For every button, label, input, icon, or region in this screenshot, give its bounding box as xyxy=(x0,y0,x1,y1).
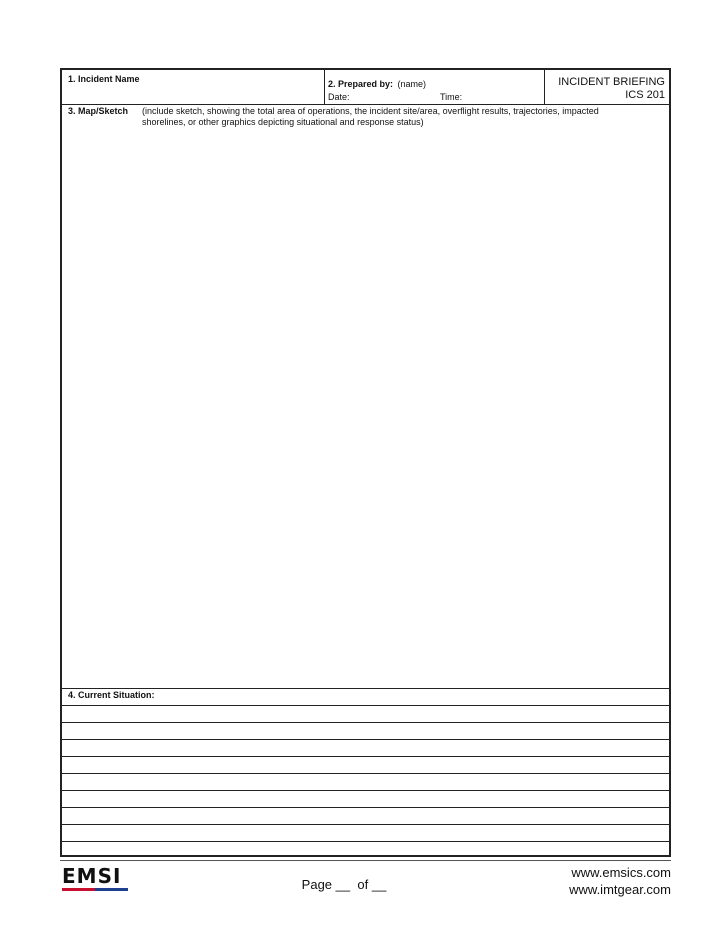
website-link[interactable]: www.emsics.com xyxy=(571,865,671,880)
of-blank[interactable]: __ xyxy=(371,877,387,892)
footer-divider xyxy=(60,860,671,861)
footer-websites xyxy=(569,864,671,898)
current-situation-label: 4. Current Situation: xyxy=(68,690,155,700)
incident-name-field[interactable] xyxy=(62,70,325,104)
map-instructions: (include sketch, showing the total area of operations, the incident site/area, overflight results, trajectories, impacted shorelines, or other graphics depicting situational and response status) xyxy=(142,106,599,127)
current-situation-section xyxy=(62,688,669,855)
prepared-by-field[interactable] xyxy=(324,70,545,104)
situation-line[interactable] xyxy=(62,756,669,757)
prepared-by-hint: (name) xyxy=(397,79,426,89)
form-title: INCIDENT BRIEFING xyxy=(558,76,665,88)
form-title-cell xyxy=(544,70,669,104)
ics-201-form xyxy=(60,68,671,857)
map-sketch-area[interactable] xyxy=(62,104,669,689)
situation-line[interactable] xyxy=(62,722,669,723)
situation-line[interactable] xyxy=(62,841,669,842)
page-blank[interactable]: __ xyxy=(335,877,351,892)
of-label: of xyxy=(357,877,369,892)
situation-line[interactable] xyxy=(62,790,669,791)
website-link[interactable]: www.imtgear.com xyxy=(569,882,671,897)
situation-line[interactable] xyxy=(62,807,669,808)
page-label: Page xyxy=(301,877,333,892)
date-label: Date: xyxy=(328,92,350,102)
situation-line[interactable] xyxy=(62,824,669,825)
form-header xyxy=(62,70,669,105)
situation-line[interactable] xyxy=(62,705,669,706)
prepared-by-label: 2. Prepared by: xyxy=(328,79,394,89)
map-sketch-label: 3. Map/Sketch xyxy=(68,106,129,116)
prepared-by-row xyxy=(328,74,426,92)
time-label: Time: xyxy=(440,92,463,102)
incident-name-label: 1. Incident Name xyxy=(68,74,140,84)
form-number: ICS 201 xyxy=(625,89,665,101)
logo-text: EMSI xyxy=(62,864,122,888)
situation-line[interactable] xyxy=(62,773,669,774)
situation-line[interactable] xyxy=(62,739,669,740)
